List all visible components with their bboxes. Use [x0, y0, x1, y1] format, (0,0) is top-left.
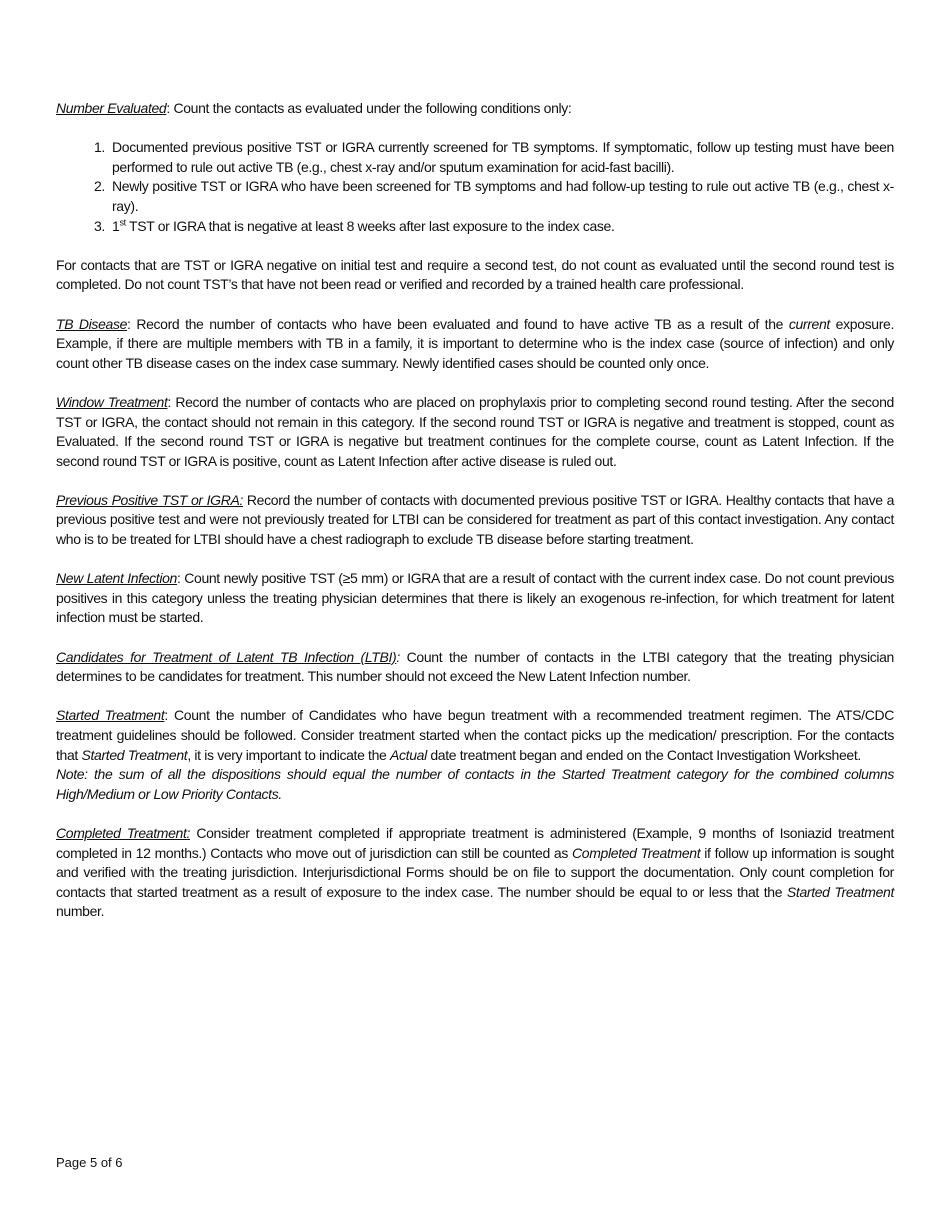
started-treatment-italic-b: Actual [390, 746, 427, 763]
started-treatment-paragraph [56, 706, 894, 765]
started-treatment-text-c: date treatment began and ended on the Contact Investigation Worksheet. [426, 746, 861, 763]
previous-positive-text: Record the number of contacts with documented previous positive TST or IGRA. Healthy contacts that have a previous positive test and were not previously treated for LTBI can be considered for treatment as part of this contact investigation. Any contact who is to be treated for LTBI should have a chest radiograph to exclude TB disease before starting treatment. [56, 491, 895, 548]
page-number-footer: Page 5 of 6 [56, 1155, 123, 1170]
started-treatment-colon: : [164, 707, 168, 724]
number-evaluated-text: Count the contacts as evaluated under the following conditions only: [169, 100, 572, 116]
condition-ordinal: 1 [112, 217, 120, 234]
evaluation-conditions-list [56, 138, 894, 236]
number-evaluated-intro [56, 99, 894, 119]
condition-text: TST or IGRA that is negative at least 8 weeks after last exposure to the index case. [125, 217, 615, 234]
completed-treatment-term: Completed Treatment: [56, 824, 191, 841]
tb-disease-italic: current [788, 315, 830, 332]
started-treatment-text-b: , it is very important to indicate the [187, 746, 391, 763]
started-treatment-section [56, 706, 894, 804]
window-treatment-paragraph [56, 393, 894, 471]
completed-treatment-italic-b: Started Treatment [786, 883, 894, 900]
completed-treatment-paragraph [56, 824, 894, 922]
candidates-text: Count the number of contacts in the LTBI category that the treating physician determines to be candidates for treatment. This number should not exceed the New Latent Infection number. [56, 648, 894, 685]
tb-disease-term: TB Disease [56, 315, 128, 332]
completed-treatment-text-a: Consider treatment completed if appropriate treatment is administered (Example, 9 months of Isoniazid treatment completed in 12 months.) Contacts who move out of jurisdiction can still be counted as [56, 824, 894, 861]
condition-ordinal-suffix: st [119, 216, 126, 227]
new-latent-colon: : [176, 570, 181, 587]
tb-disease-paragraph [56, 315, 894, 374]
candidates-paragraph [56, 648, 894, 687]
number-evaluated-term: Number Evaluated [56, 100, 167, 116]
new-latent-paragraph [56, 569, 894, 628]
condition-item: 1. Documented previous positive TST or IGRA currently screened for TB symptoms. If symptomatic, follow up testing must have been performed to rule out active TB (e.g., chest x-ray and/or sputum examination for acid-fast bacilli). [112, 138, 894, 177]
started-treatment-text-a: Count the number of Candidates who have begun treatment with a recommended treatment regimen. The ATS/CDC treatment guidelines should be followed. Consider treatment started when the contact picks up the medication/ prescription. For the contacts that [56, 707, 894, 763]
window-treatment-term: Window Treatment [56, 393, 168, 410]
window-treatment-colon: : [167, 393, 172, 410]
completed-treatment-italic-a: Completed Treatment [572, 844, 701, 861]
previous-positive-term: Previous Positive TST or IGRA: [56, 491, 244, 508]
window-treatment-text: Record the number of contacts who are placed on prophylaxis prior to completing second round testing. After the second TST or IGRA, the contact should not remain in this category. If the second round TST or IGRA is negative and treatment is stopped, count as Evaluated. If the second round TST or IGRA is negative but treatment continues for the complete course, count as Latent Infection. If the second round TST or IGRA is positive, count as Latent Infection after active disease is ruled out. [56, 393, 894, 469]
candidates-term: Candidates for Treatment of Latent TB Infection (LTBI) [56, 648, 397, 665]
candidates-colon: : [396, 648, 400, 665]
started-treatment-note: Note: the sum of all the dispositions should equal the number of contacts in the Started Treatment category for the combined columns High/Medium or Low Priority Contacts. [56, 766, 894, 802]
previous-positive-paragraph [56, 491, 894, 550]
started-treatment-italic-a: Started Treatment [81, 746, 188, 763]
condition-item [112, 217, 894, 237]
number-evaluated-colon: : [166, 100, 170, 116]
document-body [56, 99, 894, 942]
tb-disease-colon: : [127, 315, 131, 332]
tb-disease-text-a: Record the number of contacts who have been evaluated and found to have active TB as a result of the [130, 315, 789, 332]
completed-treatment-text-b: if follow up information is sought and verified with the treating jurisdiction. Interjurisdictional Forms should be on file to support the documentation. Only count completion for contacts that started treatment as a result of exposure to the index case. The number should be equal to or less that the [56, 844, 894, 900]
completed-treatment-text-c: number. [56, 903, 105, 920]
tb-disease-text-b: exposure. Example, if there are multiple members with TB in a family, it is important to determine who is the index case (source of infection) and only count other TB disease cases on the index case summary. Newly identified cases should be counted only once. [56, 315, 895, 371]
new-latent-text: Count newly positive TST (≥5 mm) or IGRA that are a result of contact with the current index case. Do not count previous positives in this category unless the treating physician determines that there is likely an exogenous re-infection, for which treatment for latent infection must be started. [56, 570, 894, 626]
condition-item: 2. Newly positive TST or IGRA who have been screened for TB symptoms and had follow-up testing to rule out active TB (e.g., chest x-ray). [112, 177, 894, 216]
new-latent-term: New Latent Infection [56, 570, 177, 587]
second-test-paragraph: For contacts that are TST or IGRA negative on initial test and require a second test, do not count as evaluated until the second round test is completed. Do not count TST’s that have not been read or verified and recorded by a trained health care professional. [56, 256, 894, 293]
started-treatment-term: Started Treatment [56, 707, 165, 724]
